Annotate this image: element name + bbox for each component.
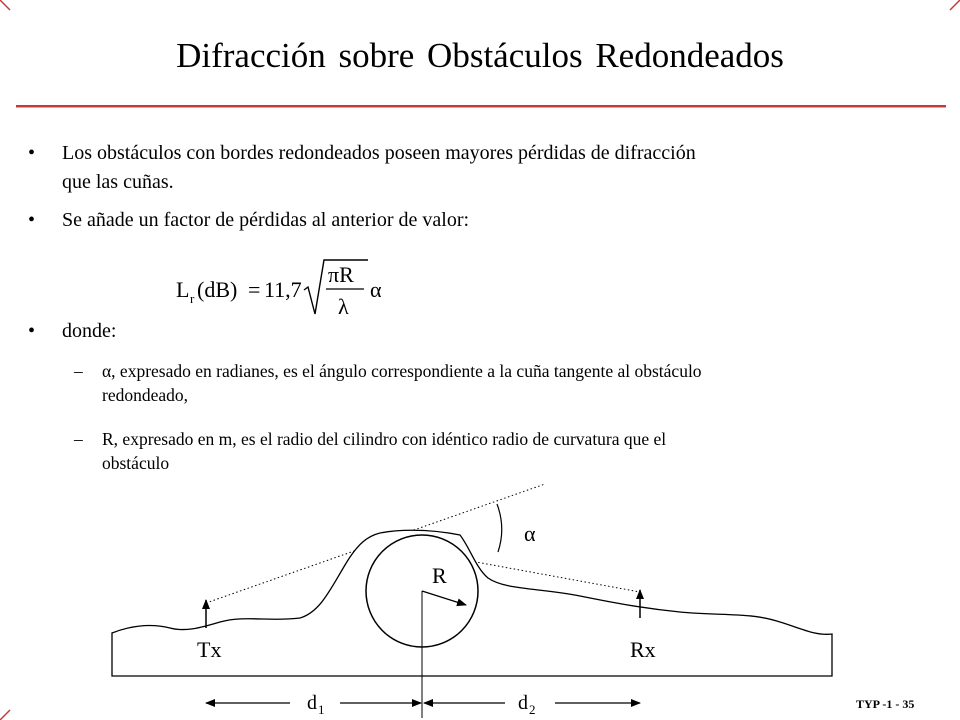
sub-item-line2: obstáculo (102, 453, 170, 473)
d2-label: d (518, 692, 528, 714)
sub-item-line2: redondeado, (102, 385, 189, 405)
sub-item-alpha (74, 360, 894, 408)
radius-label: R (432, 563, 447, 588)
formula-lhs-subscript: r (190, 291, 195, 306)
tx-label: Tx (197, 637, 222, 662)
loss-formula (176, 256, 396, 320)
sub-item-dash: – (74, 361, 83, 381)
formula-lhs-unit: (dB) (197, 277, 238, 302)
d2-subscript: 2 (529, 702, 536, 717)
sub-item-dash: – (74, 429, 83, 449)
corner-mark-top-left (0, 0, 12, 12)
bullet-rounded-losses (28, 140, 928, 196)
bullet-text: Se añade un factor de pérdidas al anterior de valor: (62, 209, 470, 231)
rx-label: Rx (630, 637, 656, 662)
page-title: Difracción sobre Obstáculos Redondeados (176, 36, 784, 75)
bullet-where (28, 318, 328, 346)
sub-item-line1: R, expresado en m, es el radio del cilindro con idéntico radio de curvatura que el (102, 429, 667, 449)
formula-equals: = (248, 277, 261, 302)
formula-denominator: λ (338, 294, 349, 319)
formula-lhs-symbol: L (176, 277, 190, 302)
sub-item-alpha-text: , expresado en radianes, es el ángulo correspondiente a la cuña tangente al obstáculo (111, 361, 702, 381)
bullet-dot: • (28, 320, 36, 342)
bullet-text: donde: (62, 320, 117, 342)
bullet-dot: • (28, 209, 36, 231)
formula-tail: α (370, 277, 382, 302)
sub-item-line1 (102, 360, 702, 383)
alpha-angle-arc (497, 504, 502, 552)
d1-subscript: 1 (318, 702, 325, 717)
slide-number: TYP -1 - 35 (856, 697, 915, 711)
diffraction-diagram (0, 470, 960, 720)
bullet-text-line2: que las cuñas. (62, 171, 174, 193)
formula-coefficient: 11,7 (264, 277, 302, 302)
sub-item-radius (74, 428, 894, 476)
bullet-dot: • (28, 142, 36, 164)
alpha-label: α (524, 521, 536, 546)
title-divider (16, 105, 946, 108)
bullet-loss-factor (28, 207, 928, 235)
sub-item-alpha-symbol: α (102, 361, 112, 381)
formula-numerator: πR (328, 262, 354, 287)
corner-mark-top-right (948, 0, 960, 12)
d1-label: d (307, 692, 317, 714)
bullet-text-line1: Los obstáculos con bordes redondeados poseen mayores pérdidas de difracción (62, 142, 696, 164)
